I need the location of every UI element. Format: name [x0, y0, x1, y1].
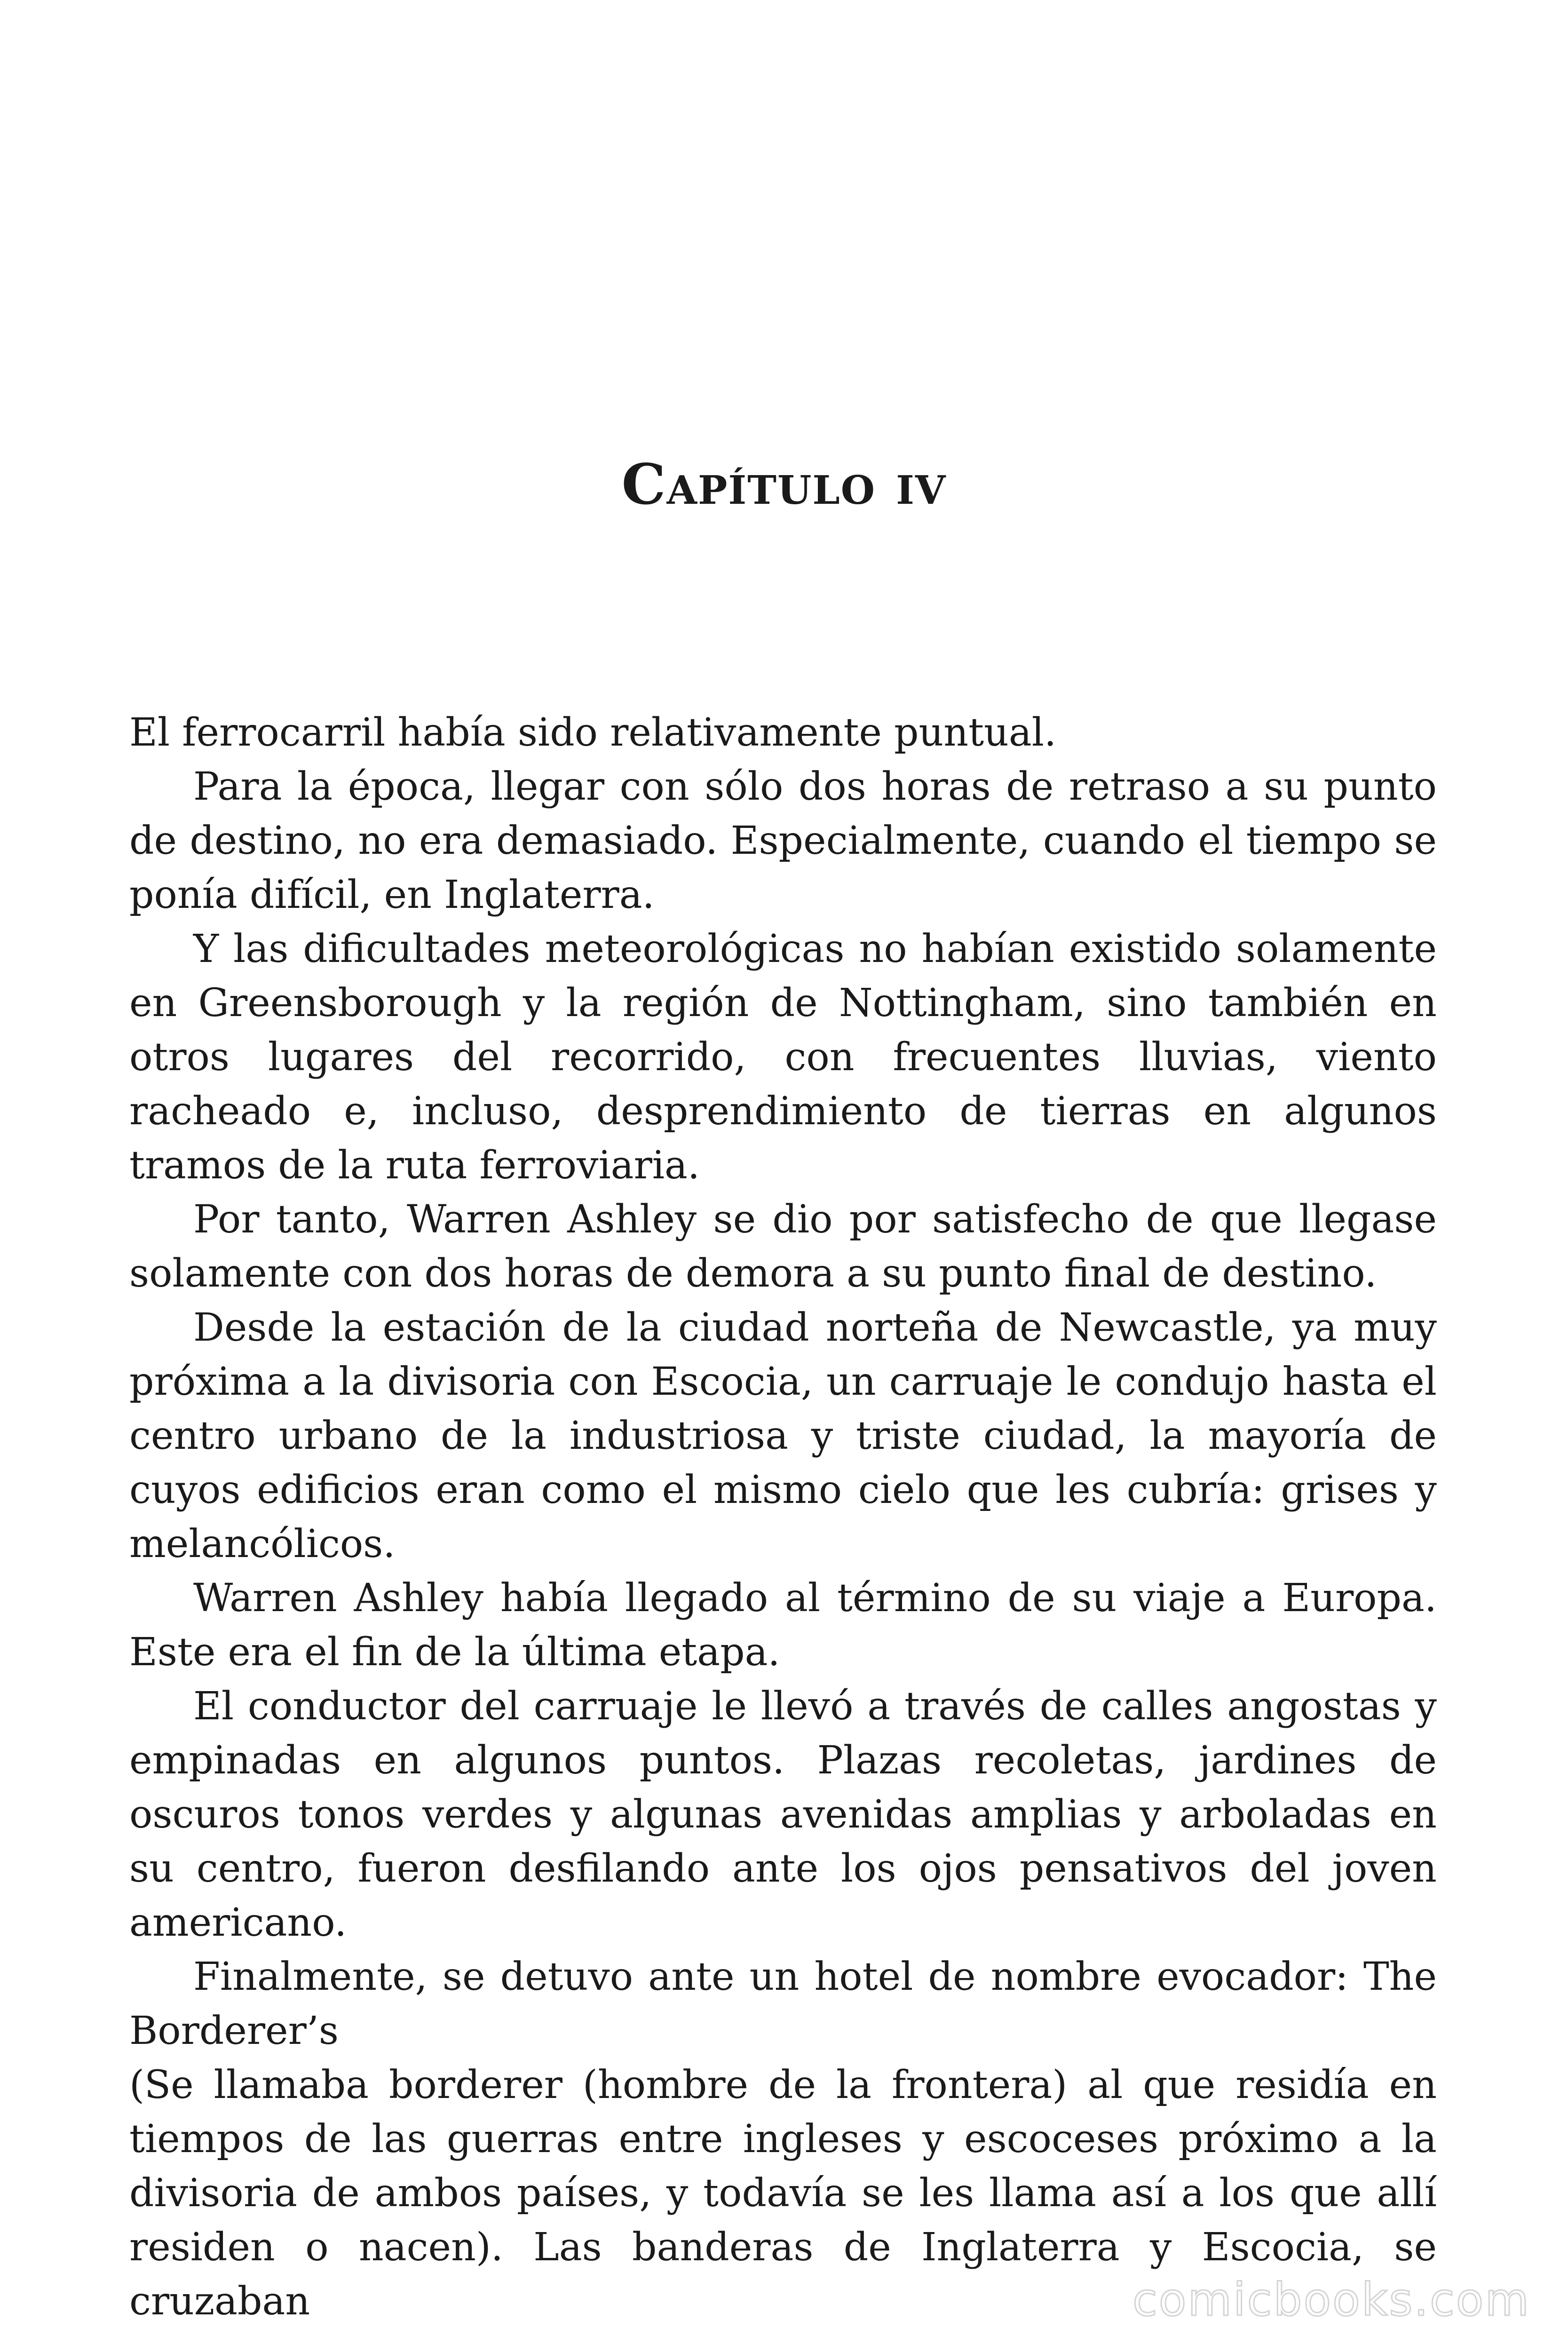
watermark: comicbooks.com	[1132, 2273, 1530, 2326]
paragraph: El conductor del carruaje le llevó a través de calles angostas y empinadas en algunos puntos. Plazas recoletas, jardines de oscuros tonos verdes y algunas avenidas amplias y arboladas en su centro, fueron desfilando ante los ojos pensativos del joven americano.	[129, 1684, 1437, 1945]
paragraph: Finalmente, se detuvo ante un hotel de nombre evocador: The Borderer’s	[129, 1955, 1437, 2053]
chapter-body	[129, 706, 1437, 2328]
paragraph: Por tanto, Warren Ashley se dio por satisfecho de que llegase solamente con dos horas de demora a su punto final de destino.	[129, 1197, 1437, 1296]
paragraph: Desde la estación de la ciudad norteña de Newcastle, ya muy próxima a la divisoria con Escocia, un carruaje le condujo hasta el centro urbano de la industriosa y triste ciudad, la mayoría de cuyos edificios eran como el mismo cielo que les cubría: grises y melancólicos.	[129, 1305, 1437, 1566]
chapter-title: Capítulo iv	[621, 452, 947, 517]
paragraph: Warren Ashley había llegado al término de su viaje a Europa. Este era el fin de la última etapa.	[129, 1576, 1437, 1675]
paragraph: Y las dificultades meteorológicas no habían existido solamente en Greensborough y la región de Nottingham, sino también en otros lugares del recorrido, con frecuentes lluvias, viento racheado e, incluso, desprendimiento de tierras en algunos tramos de la ruta ferroviaria.	[129, 927, 1437, 1188]
paragraph: (Se llamaba borderer (hombre de la frontera) al que residía en tiempos de las guerras entre ingleses y escoceses próximo a la divisoria de ambos países, y todavía se les llama así a los que allí residen o nacen). Las banderas de Inglaterra y Escocia, se cruzaban	[129, 2063, 1437, 2324]
paragraph: Para la época, llegar con sólo dos horas de retraso a su punto de destino, no era demasiado. Especialmente, cuando el tiempo se ponía difícil, en Inglaterra.	[129, 764, 1437, 917]
paragraph: El ferrocarril había sido relativamente puntual.	[129, 710, 1057, 755]
